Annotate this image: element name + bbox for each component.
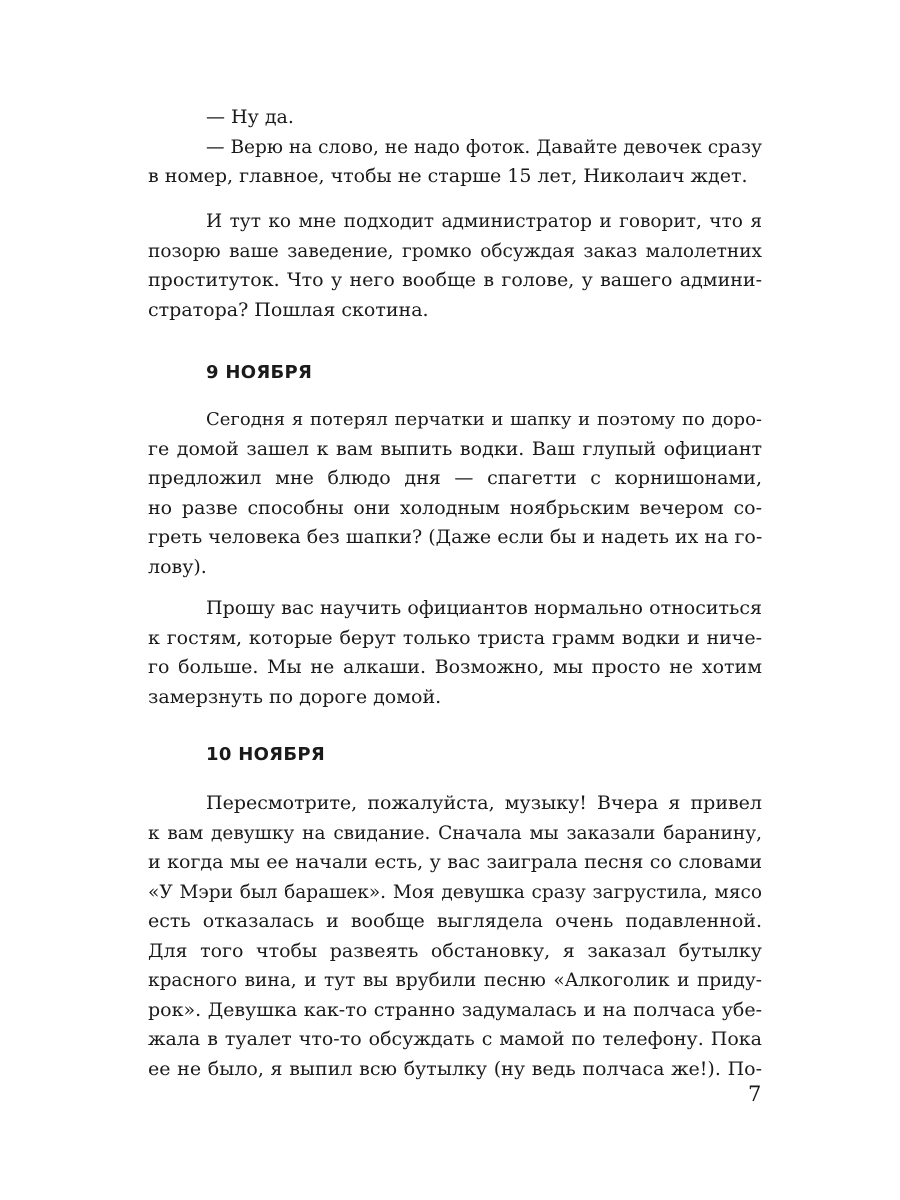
- text-line: предложил мне блюдо дня — спагетти с корнишонами,: [148, 467, 762, 489]
- text-line: И тут ко мне подходит администратор и говорит, что я: [206, 211, 762, 232]
- text-line: жала в туалет что-то обсуждать с мамой по телефону. Пока: [148, 1028, 762, 1050]
- text-line: Для того чтобы развеять обстановку, я заказал бутылку: [148, 939, 762, 962]
- text-line: лову).: [148, 555, 207, 578]
- text-line: — Ну да.: [206, 106, 294, 128]
- text-line: есть отказалась и вообще выглядела очень подавленной.: [148, 910, 762, 932]
- text-line: — Верю на слово, не надо фоток. Давайте девочек сразу: [206, 136, 762, 158]
- nov9-paragraph-2: [148, 594, 762, 712]
- heading-nov-10: 10 НОЯБРЯ: [206, 744, 326, 765]
- dialogue-block: [148, 103, 762, 192]
- text-line: к вам девушку на свидание. Сначала мы заказали баранину,: [148, 822, 762, 844]
- text-line: «У Мэри был барашек». Моя девушка сразу загрустила, мясо: [148, 881, 762, 903]
- text-line: замерзнуть по дороге домой.: [148, 685, 442, 708]
- text-line: проституток. Что у него вообще в голове, у вашего админи-: [148, 269, 762, 291]
- text-line: но разве способны они холодным ноябрьским вечером со-: [148, 496, 762, 519]
- text-line: рок». Девушка как-то странно задумалась и на полчаса убе-: [148, 998, 762, 1021]
- admin-paragraph: [148, 207, 762, 325]
- text-line: Прошу вас научить официантов нормально относиться: [206, 597, 762, 619]
- text-line: и когда мы ее начали есть, у вас заиграла песня со словами: [148, 851, 762, 873]
- text-line: позорю ваше заведение, громко обсуждая заказ малолетних: [148, 240, 762, 262]
- text-line: красного вина, и тут вы врубили песню «Алкоголик и приду-: [148, 970, 762, 991]
- text-line: Сегодня я потерял перчатки и шапку и поэтому по доро-: [206, 409, 762, 430]
- page-number: 7: [748, 1082, 762, 1106]
- text-line: к гостям, которые берут только триста грамм водки и ниче-: [148, 626, 762, 649]
- text-line: в номер, главное, чтобы не старше 15 лет, Николаич ждет.: [148, 165, 748, 187]
- text-line: го больше. Мы не алкаши. Возможно, мы просто не хотим: [148, 656, 762, 678]
- text-line: Пересмотрите, пожалуйста, музыку! Вчера я привел: [206, 792, 762, 814]
- text-line: греть человека без шапки? (Даже если бы и надеть их на го-: [148, 526, 762, 548]
- heading-nov-9: 9 НОЯБРЯ: [206, 362, 313, 383]
- text-line: ге домой зашел к вам выпить водки. Ваш глупый официант: [148, 437, 762, 460]
- nov10-paragraph: [148, 789, 762, 1084]
- text-line: стратора? Пошлая скотина.: [148, 298, 429, 321]
- nov9-paragraph-1: [148, 405, 762, 582]
- text-line: ее не было, я выпил всю бутылку (ну ведь полчаса же!). По-: [148, 1057, 762, 1080]
